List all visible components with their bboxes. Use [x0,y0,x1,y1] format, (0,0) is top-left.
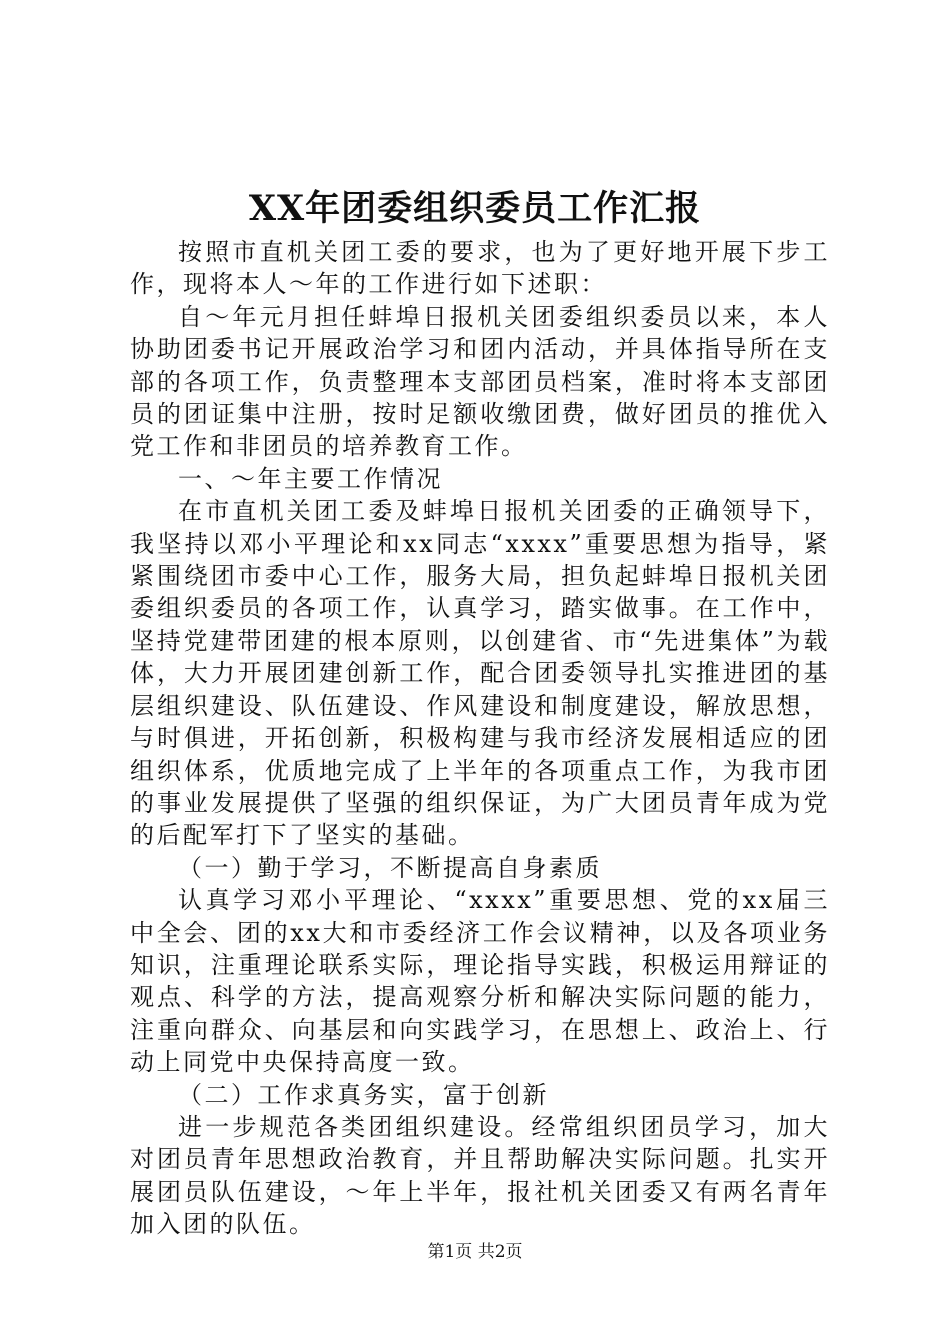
section-heading-1: 一、～年主要工作情况 [178,464,443,493]
organization-paragraph: 进一步规范各类团组织建设。经常组织团员学习，加大对团员青年思想政治教育，并且帮助解决实际问题。扎实开展团员队伍建设，～年上半年，报社机关团委又有两名青年加入团的队伍。 [130,1112,830,1239]
document-title: XX年团委组织委员工作汇报 [248,188,702,229]
intro-paragraph: 按照市直机关团工委的要求，也为了更好地开展下步工作，现将本人～年的工作进行如下述职： [130,238,830,299]
study-paragraph: 认真学习邓小平理论、“xxxx”重要思想、党的xx届三中全会、团的xx大和市委经济工作会议精神，以及各项业务知识，注重理论联系实际，理论指导实践，积极运用辩证的观点、科学的方法，提高观察分析和解决实际问题的能力，注重向群众、向基层和向实践学习，在思想上、政治上、行动上同党中央保持高度一致。 [130,886,830,1077]
work-summary-paragraph: 在市直机关团工委及蚌埠日报机关团委的正确领导下，我坚持以邓小平理论和xx同志“xxxx”重要思想为指导，紧紧围绕团市委中心工作，服务大局，担负起蚌埠日报机关团委组织委员的各项工作，认真学习，踏实做事。在工作中，坚持党建带团建的根本原则，以创建省、市“先进集体”为载体，大力开展团建创新工作，配合团委领导扎实推进团的基层组织建设、队伍建设、作风建设和制度建设，解放思想，与时俱进，开拓创新，积极构建与我市经济发展相适应的团组织体系，优质地完成了上半年的各项重点工作，为我市团的事业发展提供了坚强的组织保证，为广大团员青年成为党的后配军打下了坚实的基础。 [130,497,830,850]
document-body [130,236,830,1241]
subsection-heading-1: （一）勤于学习，不断提高自身素质 [178,853,602,882]
role-paragraph: 自～年元月担任蚌埠日报机关团委组织委员以来，本人协助团委书记开展政治学习和团内活动，并具体指导所在支部的各项工作，负责整理本支部团员档案，准时将本支部团员的团证集中注册，按时足额收缴团费，做好团员的推优入党工作和非团员的培养教育工作。 [130,302,830,461]
page-footer: 第1页 共2页 [427,1242,523,1262]
subsection-heading-2: （二）工作求真务实，富于创新 [178,1080,549,1109]
